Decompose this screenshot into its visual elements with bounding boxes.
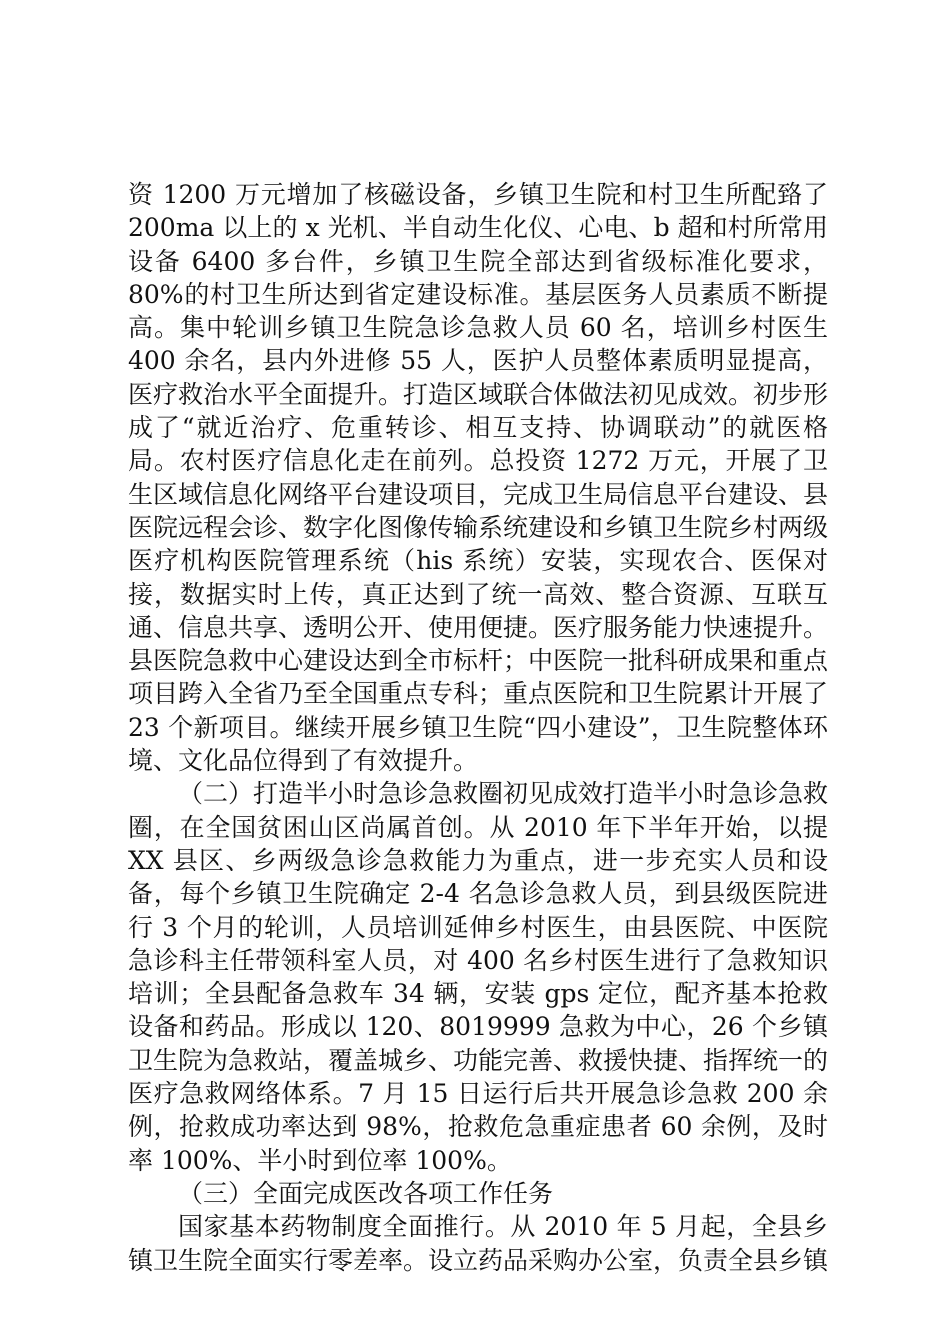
paragraph-essential-drugs: 国家基本药物制度全面推行。从 2010 年 5 月起，全县乡镇卫生院全面实行零差率。设立药品采购办公室，负责全县乡镇: [128, 1212, 829, 1275]
paragraph-section-two: （二）打造半小时急诊急救圈初见成效打造半小时急诊急救圈，在全国贫困山区尚属首创。从 2010 年下半年开始，以提 XX 县区、乡两级急诊急救能力为重点，进一步充实人员和设备，每个乡镇卫生院确定 2-4 名急诊急救人员，到县级医院进行 3 个月的轮训，人员培训延伸乡村医生，由县医院、中医院急诊科主任带领科室人员，对 400 名乡村医生进行了急救知识培训；全县配备急救车 34 辆，安装 gps 定位，配齐基本抢救设备和药品。形成以 120、8019999 急救为中心，26 个乡镇卫生院为急救站，覆盖城乡、功能完善、救援快捷、指挥统一的医疗急救网络体系。7 月 15 日运行后共开展急诊急救 200 余例，抢救成功率达到 98%，抢救危急重症患者 60 余例，及时率 100%、半小时到位率 100%。: [128, 779, 829, 1175]
document-page: [128, 178, 828, 1277]
section-three-heading: （三）全面完成医改各项工作任务: [178, 1178, 554, 1208]
paragraph-continuation: 资 1200 万元增加了核磁设备，乡镇卫生院和村卫生所配臵了 200ma 以上的 x 光机、半自动生化仪、心电、b 超和村所常用设备 6400 多台件，乡镇卫生院全部达到省级标准化要求，80%的村卫生所达到省定建设标准。基层医务人员素质不断提高。集中轮训乡镇卫生院急诊急救人员 60 名，培训乡村医生 400 余名，县内外进修 55 人，医护人员整体素质明显提高，医疗救治水平全面提升。打造区域联合体做法初见成效。初步形成了“就近治疗、危重转诊、相互支持、协调联动”的就医格局。农村医疗信息化走在前列。总投资 1272 万元，开展了卫生区域信息化网络平台建设项目，完成卫生局信息平台建设、县医院远程会诊、数字化图像传输系统建设和乡镇卫生院乡村两级医疗机构医院管理系统（his 系统）安装，实现农合、医保对接，数据实时上传，真正达到了统一高效、整合资源、互联互通、信息共享、透明公开、使用便捷。医疗服务能力快速提升。县医院急救中心建设达到全市标杆；中医院一批科研成果和重点项目跨入全省乃至全国重点专科；重点医院和卫生院累计开展了 23 个新项目。继续开展乡镇卫生院“四小建设”，卫生院整体环境、文化品位得到了有效提升。: [128, 180, 829, 776]
